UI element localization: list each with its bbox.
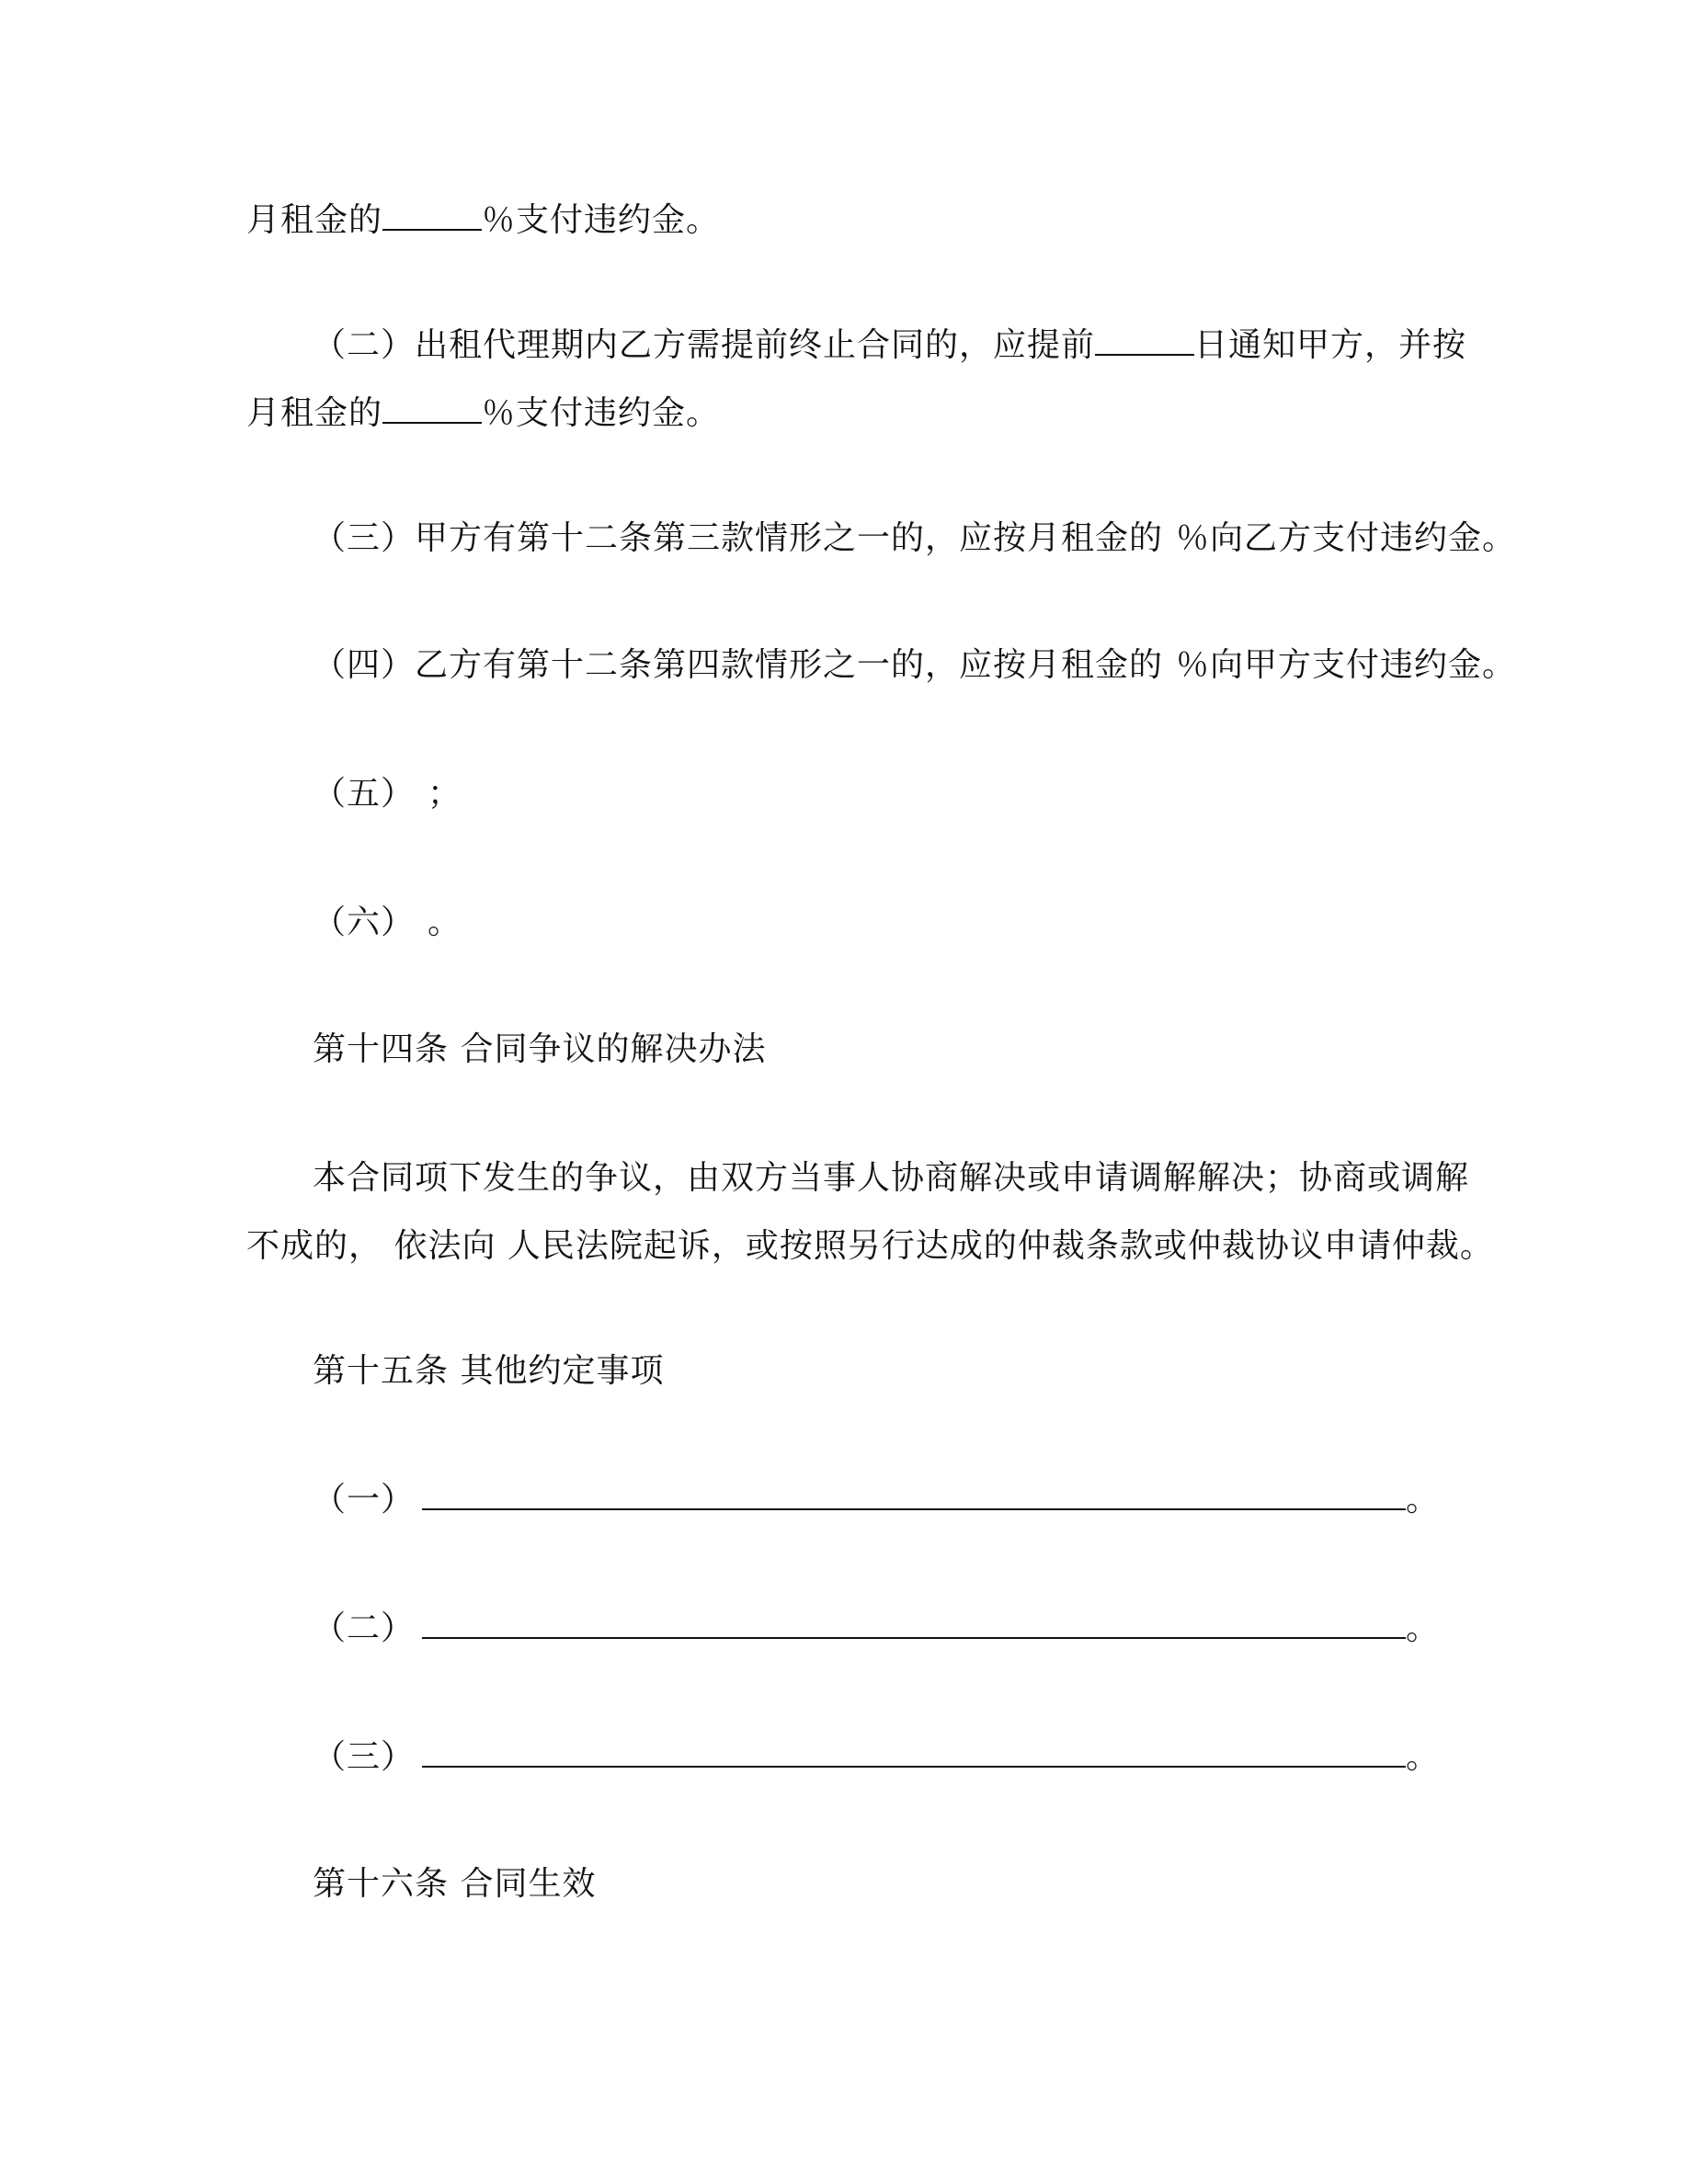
- line-clause-4: [313, 645, 1516, 686]
- line-clause-3: [313, 518, 1516, 559]
- heading-article-16: 第十六条 合同生效: [313, 1865, 597, 1903]
- blank-field[interactable]: [382, 201, 482, 231]
- text: （六）: [313, 904, 416, 941]
- text: ％支付违约金。: [482, 201, 721, 239]
- text: 日通知甲方，并按: [1194, 326, 1467, 364]
- text: （二）: [313, 1610, 416, 1647]
- text: 。: [1406, 1610, 1441, 1647]
- paragraph-article-14-line2: 不成的， 依法向 人民法院起诉，或按照另行达成的仲裁条款或仲裁协议申请仲裁。: [246, 1227, 1494, 1265]
- text: ％向甲方支付违约金。: [1176, 646, 1517, 684]
- line-other-1: [313, 1480, 1440, 1520]
- text: 月租金的: [246, 201, 383, 239]
- line-clause-2b: [246, 393, 720, 434]
- line-penalty-1: [246, 200, 720, 241]
- line-other-2: [313, 1609, 1440, 1649]
- text: 月租金的: [246, 394, 383, 432]
- text: （三）: [313, 1738, 416, 1776]
- text: ％支付违约金。: [482, 394, 721, 432]
- text: （二）出租代理期内乙方需提前终止合同的，应提前: [313, 326, 1096, 364]
- line-other-3: [313, 1737, 1440, 1778]
- text: 。: [428, 904, 462, 941]
- text: 。: [1406, 1481, 1441, 1519]
- blank-field[interactable]: [382, 394, 482, 424]
- blank-field[interactable]: [422, 1738, 1406, 1768]
- paragraph-article-14-line1: 本合同项下发生的争议，由双方当事人协商解决或申请调解解决；协商或调解: [313, 1159, 1470, 1197]
- text: ；: [428, 775, 462, 813]
- line-clause-5: [313, 774, 462, 814]
- text: （四）乙方有第十二条第四款情形之一的，应按月租金的: [313, 646, 1164, 684]
- text: （三）甲方有第十二条第三款情形之一的，应按月租金的: [313, 519, 1164, 557]
- text: 。: [1406, 1738, 1441, 1776]
- blank-field[interactable]: [422, 1610, 1406, 1639]
- text: （一）: [313, 1481, 416, 1519]
- blank-field[interactable]: [1095, 326, 1194, 356]
- blank-field[interactable]: [422, 1481, 1406, 1510]
- line-clause-2a: [313, 325, 1466, 366]
- line-clause-6: [313, 903, 462, 943]
- heading-article-15: 第十五条 其他约定事项: [313, 1352, 665, 1390]
- text: ％向乙方支付违约金。: [1176, 519, 1517, 557]
- text: （五）: [313, 775, 416, 813]
- heading-article-14: 第十四条 合同争议的解决办法: [313, 1030, 767, 1068]
